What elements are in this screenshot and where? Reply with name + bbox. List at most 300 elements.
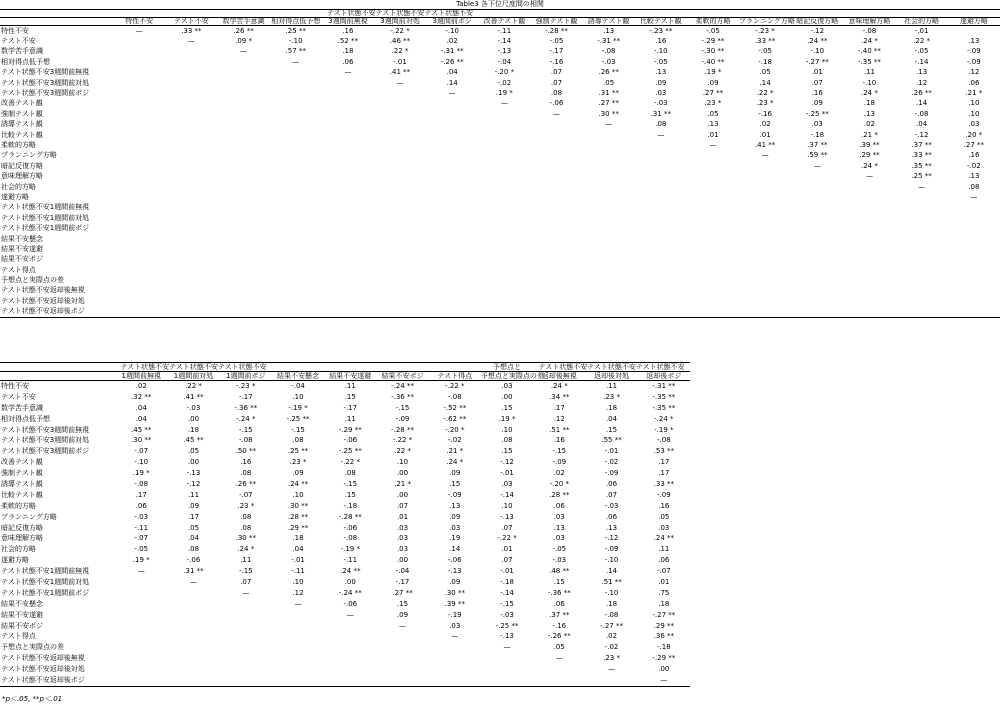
- table-row: [0, 203, 1000, 213]
- table-cell: [948, 213, 1000, 223]
- table-cell: -.24 **: [338, 588, 362, 597]
- column-header-row: [0, 18, 1000, 26]
- table-cell: [948, 26, 1000, 37]
- table-cell: -.15: [552, 447, 567, 456]
- row-label: テスト状態不安返却後無視: [1, 654, 85, 663]
- table-cell: -.28 **: [545, 26, 568, 35]
- table-cell: [165, 307, 217, 318]
- table-cell: .13: [968, 172, 980, 181]
- table-cell: [583, 151, 635, 161]
- table-row: [0, 577, 690, 588]
- table-cell: .13: [603, 26, 615, 35]
- table-cell: [324, 642, 376, 653]
- table-cell: [113, 151, 165, 161]
- table-cell: .03: [553, 534, 565, 543]
- table-cell: [739, 171, 791, 181]
- table-cell: [217, 286, 269, 296]
- table-row: [0, 446, 690, 457]
- table-cell: -.25 **: [495, 621, 519, 630]
- table-cell: [426, 213, 478, 223]
- row-label: テスト状態不安返却後ポジ: [0, 675, 115, 686]
- table-cell: -.40 **: [701, 57, 725, 66]
- table-cell: .15: [501, 403, 513, 412]
- table-cell: .13: [707, 120, 719, 129]
- table-cell: .39 **: [859, 140, 880, 149]
- table-cell: [530, 151, 582, 161]
- table-cell: .23 *: [603, 654, 620, 663]
- table-cell: -.35 **: [652, 403, 676, 412]
- table-cell: [429, 653, 481, 664]
- row-label: 柔軟的方略: [1, 501, 36, 510]
- table-cell: [374, 88, 426, 98]
- table-cell: .21 *: [861, 130, 878, 139]
- table-cell: -.36 **: [391, 392, 414, 401]
- table-cell: -.04: [291, 381, 305, 390]
- table-cell: -.08: [238, 436, 253, 445]
- table-row: [0, 286, 1000, 296]
- table-cell: -.09: [604, 545, 619, 554]
- table-cell: -.15: [343, 479, 358, 488]
- table-cell: [478, 234, 530, 244]
- table-cell: -.13: [447, 567, 462, 576]
- table-cell: [635, 151, 687, 161]
- table-cell: [115, 642, 167, 653]
- table-cell: .50 **: [235, 447, 256, 456]
- table-cell: [113, 223, 165, 233]
- table-cell: -.08: [604, 610, 619, 619]
- table-cell: .17: [135, 490, 147, 499]
- table-cell: [165, 47, 217, 57]
- table-cell: -.30 **: [701, 47, 725, 56]
- table-cell: [374, 265, 426, 275]
- table-cell: -.19 *: [340, 545, 360, 554]
- table-cell: [165, 140, 217, 150]
- table-cell: .22 *: [394, 447, 411, 456]
- column-header: テスト不安: [165, 18, 217, 26]
- table-cell: [948, 265, 1000, 275]
- table-cell: .24 **: [340, 567, 361, 576]
- table-cell: .15: [344, 490, 356, 499]
- table-cell: .23 *: [289, 458, 307, 467]
- table-cell: .12: [968, 68, 980, 77]
- column-header: 1週間前対処: [167, 372, 219, 381]
- table-cell: -.15: [291, 425, 305, 434]
- table-cell: .34 **: [549, 392, 570, 401]
- table-cell: .09: [449, 469, 461, 478]
- table-cell: .14: [916, 99, 928, 108]
- table-cell: [530, 275, 582, 285]
- table-cell: .06: [658, 556, 670, 565]
- table-cell: -.11: [497, 26, 512, 35]
- table-cell: [115, 631, 167, 642]
- table-row: [0, 68, 1000, 78]
- table-cell: [739, 286, 791, 296]
- table-cell: -.27 **: [652, 610, 676, 619]
- table-cell: .37 **: [549, 610, 570, 619]
- table-cell: .02: [863, 120, 875, 129]
- table-row: [0, 78, 1000, 88]
- table-cell: [167, 653, 219, 664]
- table-cell: .33 **: [911, 151, 932, 160]
- table-cell: [270, 286, 322, 296]
- table-row: [0, 435, 690, 446]
- table-cell: -.09: [395, 414, 410, 423]
- table-cell: -.02: [967, 161, 981, 170]
- table-cell: .08: [187, 545, 200, 554]
- table-cell: [583, 182, 635, 192]
- table-cell: [687, 286, 739, 296]
- table-cell: [635, 182, 687, 192]
- table-cell: [324, 653, 376, 664]
- table-cell: [113, 171, 165, 181]
- table-cell: [270, 182, 322, 192]
- table-cell: [530, 286, 582, 296]
- table-cell: [374, 203, 426, 213]
- table-row: [0, 47, 1000, 57]
- table-cell: .05: [603, 78, 615, 87]
- table-cell: [322, 307, 374, 318]
- table-cell: .16: [968, 151, 980, 160]
- column-header: 3週間前無視: [322, 18, 374, 26]
- table-cell: [113, 255, 165, 265]
- table-cell: [948, 255, 1000, 265]
- table-cell: [115, 675, 167, 686]
- table-cell: —: [448, 89, 456, 98]
- table-cell: .10: [292, 490, 304, 499]
- table-cell: [217, 57, 269, 67]
- table-cell: [843, 192, 895, 202]
- table-cell: -.12: [604, 534, 619, 543]
- table-cell: .08: [344, 469, 356, 478]
- table-row: [0, 213, 1000, 223]
- table-cell: [481, 664, 533, 675]
- table-cell: [270, 109, 322, 119]
- table-row: [0, 544, 690, 555]
- table-cell: [324, 664, 376, 675]
- table-cell: -.01: [291, 556, 305, 565]
- table-cell: [478, 286, 530, 296]
- row-label: 結果不安遂避: [1, 610, 43, 619]
- table-cell: .10: [292, 577, 304, 586]
- table-row: [0, 566, 690, 577]
- table-cell: [635, 275, 687, 285]
- table-cell: -.07: [238, 490, 253, 499]
- table-cell: -.10: [653, 47, 668, 56]
- table-cell: .15: [553, 577, 565, 586]
- table-cell: .03: [396, 523, 409, 532]
- table-cell: .07: [501, 556, 513, 565]
- table-row: [0, 468, 690, 479]
- table-row: [0, 223, 1000, 233]
- table-cell: .18: [605, 599, 618, 608]
- table-cell: .09: [292, 469, 304, 478]
- table-cell: [478, 130, 530, 140]
- table-row: [0, 664, 690, 675]
- table-cell: [843, 307, 895, 318]
- table-cell: .19 *: [498, 414, 516, 423]
- table-cell: [687, 255, 739, 265]
- table-cell: -.18: [810, 130, 825, 139]
- table-row: [0, 234, 1000, 244]
- table-cell: [165, 130, 217, 140]
- table-cell: -.06: [447, 556, 462, 565]
- table-cell: -.05: [552, 545, 567, 554]
- table-cell: -.06: [549, 99, 564, 108]
- table-cell: [478, 296, 530, 306]
- table-cell: [272, 642, 324, 653]
- table-cell: -.27 **: [805, 57, 829, 66]
- table-cell: [583, 275, 635, 285]
- table-cell: [739, 223, 791, 233]
- column-header: 社会的方略: [896, 18, 948, 26]
- table-cell: .03: [396, 545, 409, 554]
- table-cell: -.11: [291, 567, 305, 576]
- table-cell: -.16: [552, 621, 567, 630]
- table-cell: .16: [811, 89, 823, 98]
- table-cell: -.15: [238, 425, 253, 434]
- table-cell: -.03: [186, 403, 201, 412]
- table-cell: -.09: [552, 458, 567, 467]
- column-header: 暗記反復方略: [791, 18, 843, 26]
- table-cell: [167, 599, 219, 610]
- table-cell: [948, 223, 1000, 233]
- table-cell: [530, 244, 582, 254]
- table-cell: [530, 161, 582, 171]
- table-cell: .20 *: [965, 130, 983, 139]
- table-cell: [217, 99, 269, 109]
- row-label: テスト状態不安3週間前対処: [1, 436, 90, 445]
- table-cell: [739, 234, 791, 244]
- table-cell: .09: [449, 577, 461, 586]
- table-cell: .16: [553, 436, 565, 445]
- table-cell: [113, 130, 165, 140]
- table-cell: —: [190, 577, 198, 586]
- table-cell: [113, 182, 165, 192]
- table-cell: [530, 296, 582, 306]
- table-cell: -.14: [500, 588, 514, 597]
- table-cell: .09: [707, 78, 719, 87]
- table-cell: [376, 631, 428, 642]
- table-cell: [165, 265, 217, 275]
- table-cell: -.05: [549, 37, 564, 46]
- table-cell: [217, 130, 269, 140]
- column-header: 予想点と実際点の差: [480, 372, 544, 380]
- table-row: [0, 109, 1000, 119]
- table-cell: [322, 192, 374, 202]
- row-label: 誘導テスト観: [1, 479, 43, 488]
- table-cell: -.01: [393, 57, 407, 66]
- table-cell: .18: [292, 534, 304, 543]
- table-cell: —: [451, 632, 459, 641]
- table-cell: -.23 **: [649, 26, 673, 35]
- table-cell: [687, 244, 739, 254]
- table-cell: .04: [135, 403, 147, 412]
- table-cell: .08: [292, 436, 304, 445]
- table-cell: -.52 **: [443, 403, 467, 412]
- table-cell: .00: [187, 458, 200, 467]
- table-cell: -.12: [914, 130, 929, 139]
- row-label: 特性不安: [1, 381, 29, 390]
- table-cell: -.03: [552, 556, 567, 565]
- table-cell: [167, 610, 219, 621]
- table-cell: [270, 307, 322, 318]
- table-cell: [687, 234, 739, 244]
- table-cell: —: [918, 182, 926, 191]
- table-cell: [322, 255, 374, 265]
- table-cell: [113, 109, 165, 119]
- table-cell: [374, 307, 426, 318]
- table-cell: [739, 296, 791, 306]
- table-cell: [583, 244, 635, 254]
- table-cell: [739, 275, 791, 285]
- table-row: [0, 479, 690, 490]
- table-cell: [113, 47, 165, 57]
- table-cell: [220, 653, 272, 664]
- table-cell: [426, 130, 478, 140]
- table-cell: [687, 171, 739, 181]
- table-cell: [113, 57, 165, 67]
- table-cell: [530, 130, 582, 140]
- table-cell: [583, 296, 635, 306]
- table-cell: [687, 296, 739, 306]
- table-cell: -.10: [862, 78, 877, 87]
- table-cell: [324, 631, 376, 642]
- table-row: [0, 621, 690, 632]
- column-header: 比較テスト観: [635, 18, 687, 26]
- row-label: プランニング方略: [1, 151, 57, 160]
- table-cell: .03: [658, 523, 670, 532]
- table-cell: [530, 182, 582, 192]
- table-cell: [530, 140, 582, 150]
- table-cell: -.13: [500, 632, 514, 641]
- table-cell: -.20 *: [549, 479, 569, 488]
- table-cell: [791, 255, 843, 265]
- table-cell: .15: [605, 425, 618, 434]
- row-label: テスト不安: [1, 37, 36, 46]
- table-cell: [217, 151, 269, 161]
- table-cell: -.05: [914, 47, 929, 56]
- table-cell: [270, 296, 322, 306]
- table-cell: [115, 664, 167, 675]
- table-cell: -.28 **: [391, 425, 414, 434]
- table-cell: -.29 **: [338, 425, 362, 434]
- table-cell: [530, 120, 582, 130]
- table-cell: .18: [658, 599, 670, 608]
- table-cell: -.15: [238, 567, 253, 576]
- table-cell: .17: [658, 458, 670, 467]
- table-cell: [583, 307, 635, 318]
- table-cell: -.27 **: [600, 621, 623, 630]
- table-row: [0, 425, 690, 436]
- table-cell: [217, 182, 269, 192]
- table-cell: .09 *: [235, 37, 252, 46]
- table-cell: .06: [605, 479, 618, 488]
- table-cell: .59 **: [807, 151, 828, 160]
- table-cell: .01: [501, 545, 513, 554]
- row-label: テスト状態不安返却後ポジ: [0, 307, 113, 318]
- table-cell: [478, 182, 530, 192]
- table-cell: .01: [658, 577, 670, 586]
- table-cell: [220, 621, 272, 632]
- table-cell: -.29 **: [701, 37, 725, 46]
- table-cell: -.13: [497, 47, 512, 56]
- table-cell: [426, 296, 478, 306]
- table-cell: .03: [811, 120, 823, 129]
- table-cell: -.18: [500, 577, 514, 586]
- table-cell: -.19 *: [288, 403, 308, 412]
- table-cell: [426, 161, 478, 171]
- table-cell: [583, 130, 635, 140]
- table-cell: -.36 **: [547, 588, 571, 597]
- table-cell: [113, 161, 165, 171]
- table-cell: [113, 286, 165, 296]
- table-cell: -.31 **: [440, 47, 464, 56]
- table-cell: [530, 223, 582, 233]
- table-cell: .11: [344, 381, 356, 390]
- table-cell: .14: [449, 545, 461, 554]
- table-cell: .08: [240, 512, 252, 521]
- table-cell: -.09: [604, 469, 619, 478]
- table-cell: [791, 286, 843, 296]
- table-cell: [687, 223, 739, 233]
- table-cell: .33 **: [653, 479, 674, 488]
- table-cell: -.18: [656, 643, 671, 652]
- table-row: [0, 244, 1000, 254]
- table-cell: [270, 234, 322, 244]
- table-cell: -.22 *: [445, 381, 465, 390]
- table-cell: .33 **: [181, 26, 202, 35]
- column-header: 結果不安遂避: [324, 372, 376, 381]
- row-label: テスト状態不安1週間前対処: [1, 577, 90, 586]
- table-cell: [113, 296, 165, 306]
- table-cell: [374, 99, 426, 109]
- table-cell: [530, 307, 582, 318]
- table-cell: [948, 275, 1000, 285]
- table-cell: [426, 244, 478, 254]
- table-cell: [843, 296, 895, 306]
- table-cell: —: [970, 192, 978, 201]
- table-cell: [322, 109, 374, 119]
- table-cell: -.02: [497, 78, 512, 87]
- table-cell: [530, 234, 582, 244]
- row-label: 結果不安遂避: [1, 244, 43, 253]
- column-header: 返却後対処: [585, 372, 637, 381]
- table-cell: .00: [187, 414, 200, 423]
- table-cell: -.24 *: [654, 414, 674, 423]
- row-label: テスト状態不安3週間前対処: [1, 78, 90, 87]
- table-cell: [429, 664, 481, 675]
- table-cell: [739, 213, 791, 223]
- table-cell: [374, 171, 426, 181]
- table-cell: [791, 192, 843, 202]
- table-cell: —: [135, 26, 143, 35]
- table-cell: [322, 130, 374, 140]
- table-cell: [113, 140, 165, 150]
- table-cell: [322, 88, 374, 98]
- table-cell: [220, 642, 272, 653]
- table-cell: [530, 255, 582, 265]
- table-cell: -.08: [601, 47, 616, 56]
- table-cell: [270, 120, 322, 130]
- column-header: テスト得点: [429, 372, 481, 381]
- table-cell: -.03: [601, 57, 616, 66]
- table-cell: .30 **: [598, 109, 619, 118]
- row-label: テスト状態不安1週間前ポジ: [1, 224, 90, 233]
- table-cell: [687, 182, 739, 192]
- table-cell: .17: [187, 512, 200, 521]
- table-row: [0, 307, 1000, 318]
- table-cell: .17: [553, 403, 565, 412]
